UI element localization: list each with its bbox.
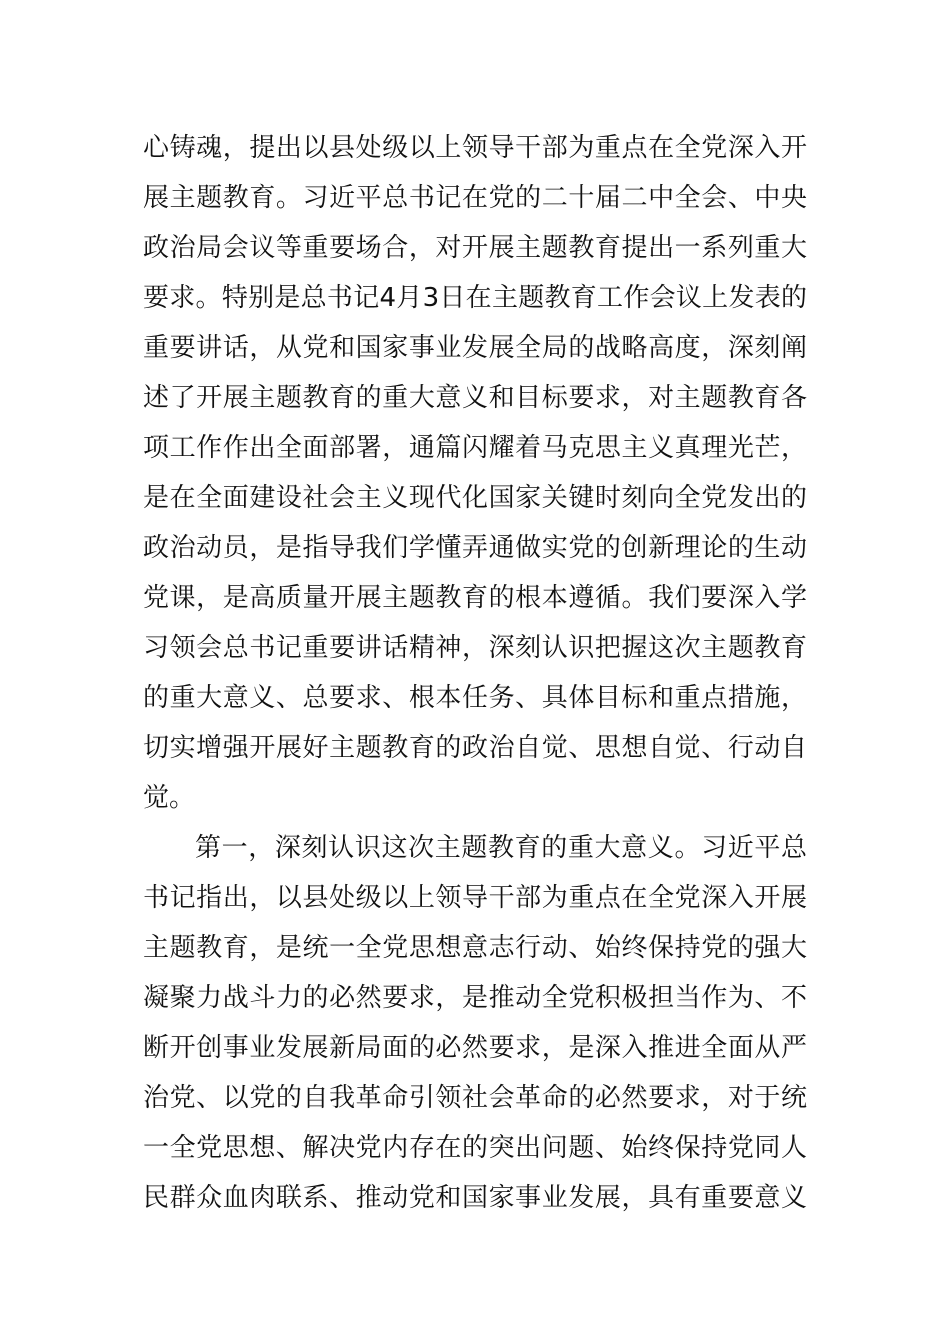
text-line: 主题教育，是统一全党思想意志行动、始终保持党的强大 (143, 933, 807, 963)
text-line: 是在全面建设社会主义现代化国家关键时刻向全党发出的 (143, 483, 807, 513)
paragraph-first-line: 第一，深刻认识这次主题教育的重大意义。习近平总 (195, 833, 807, 863)
text-line: 凝聚力战斗力的必然要求，是推动全党积极担当作为、不 (143, 983, 807, 1013)
text-line: 政治动员，是指导我们学懂弄通做实党的创新理论的生动 (143, 533, 807, 563)
text-line: 觉。 (143, 783, 196, 813)
text-line: 项工作作出全面部署，通篇闪耀着马克思主义真理光芒， (143, 433, 807, 463)
text-line: 的重大意义、总要求、根本任务、具体目标和重点措施， (143, 683, 807, 713)
text-line: 要求。特别是总书记4月3日在主题教育工作会议上发表的 (143, 283, 807, 313)
text-line: 书记指出，以县处级以上领导干部为重点在全党深入开展 (143, 883, 807, 913)
text-line: 展主题教育。习近平总书记在党的二十届二中全会、中央 (143, 183, 807, 213)
text-line: 治党、以党的自我革命引领社会革命的必然要求，对于统 (143, 1083, 807, 1113)
text-line: 切实增强开展好主题教育的政治自觉、思想自觉、行动自 (143, 733, 807, 763)
text-line: 重要讲话，从党和国家事业发展全局的战略高度，深刻阐 (143, 333, 807, 363)
text-line: 心铸魂，提出以县处级以上领导干部为重点在全党深入开 (143, 133, 807, 163)
text-line: 民群众血肉联系、推动党和国家事业发展，具有重要意义 (143, 1183, 807, 1213)
text-line: 断开创事业发展新局面的必然要求，是深入推进全面从严 (143, 1033, 807, 1063)
text-line: 政治局会议等重要场合，对开展主题教育提出一系列重大 (143, 233, 807, 263)
text-line: 习领会总书记重要讲话精神，深刻认识把握这次主题教育 (143, 633, 807, 663)
text-line: 一全党思想、解决党内存在的突出问题、始终保持党同人 (143, 1133, 807, 1163)
text-line: 述了开展主题教育的重大意义和目标要求，对主题教育各 (143, 383, 807, 413)
text-line: 党课，是高质量开展主题教育的根本遵循。我们要深入学 (143, 583, 807, 613)
